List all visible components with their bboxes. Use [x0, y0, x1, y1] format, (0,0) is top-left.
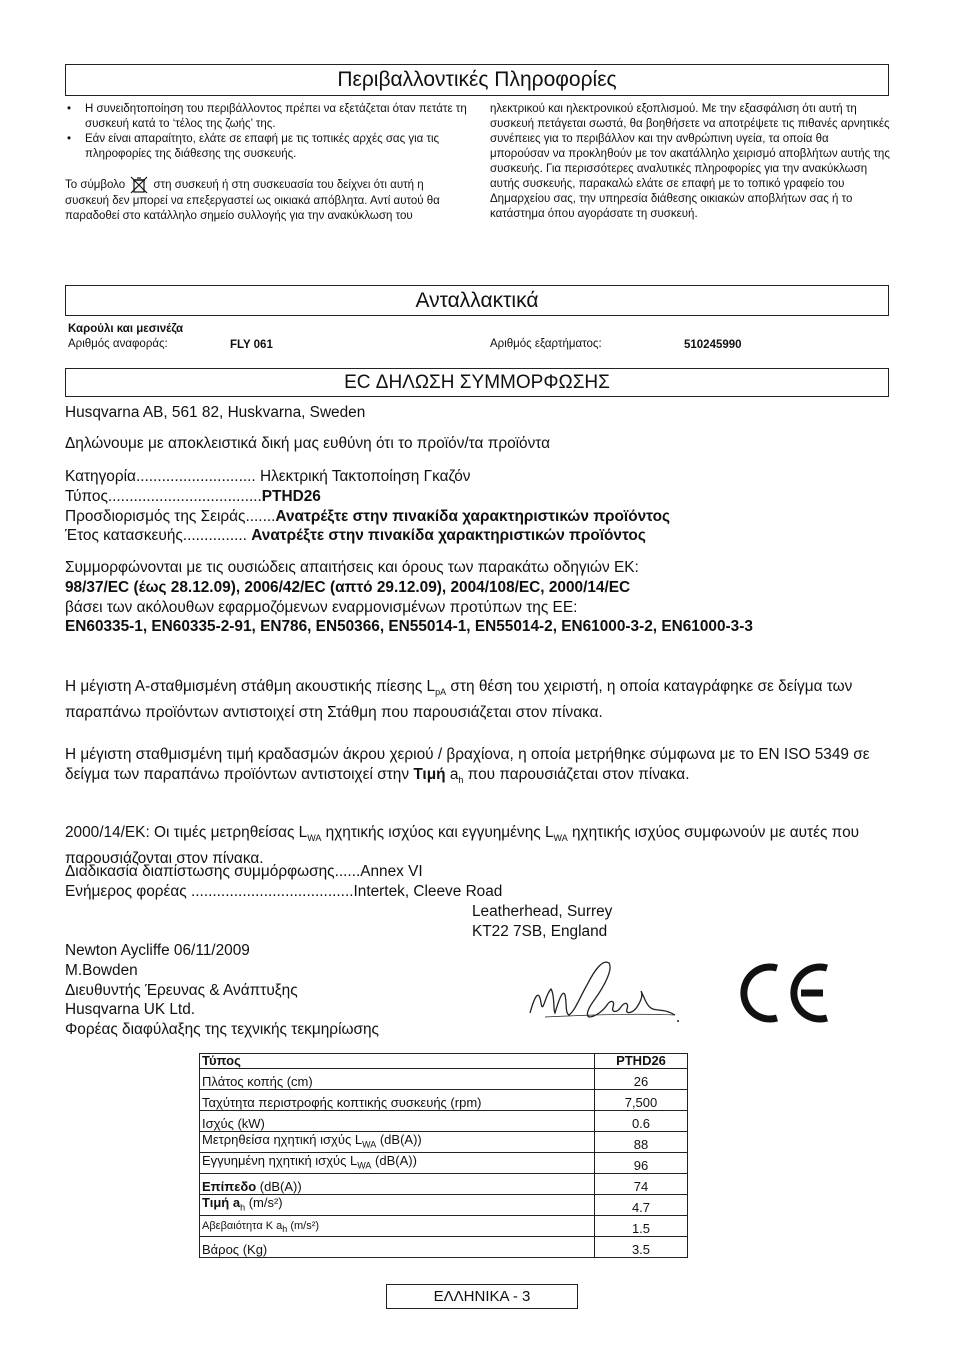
row-label-power: Ισχύς (kW)	[200, 1111, 595, 1132]
decl-address: Husqvarna AB, 561 82, Huskvarna, Sweden	[65, 404, 366, 421]
series-value: Ανατρέξτε στην πινακίδα χαρακτηριστικών προϊόντος	[275, 507, 671, 525]
table-row	[200, 1237, 688, 1258]
parts-ref-label: Αριθμός αναφοράς:	[68, 338, 168, 350]
decl-notified-body	[65, 882, 502, 902]
noise-post: στη θέση του χειριστή, η οποία καταγράφηκε σε δείγμα των παραπάνω προϊόντων αντιστοιχεί στη Στάθμη που παρουσιάζεται στον πίνακα.	[65, 678, 853, 721]
table-row	[200, 1111, 688, 1132]
row-label-cutting-width: Πλάτος κοπής (cm)	[200, 1069, 595, 1090]
power-pre: 2000/14/EK: Οι τιμές μετρηθείσας L	[65, 824, 308, 841]
decl-conformity	[65, 558, 895, 637]
env-left-column	[65, 102, 470, 224]
table-row	[200, 1174, 688, 1195]
body-label: Ενήμερος φορέας ......................................	[65, 883, 354, 900]
category-label: Κατηγορία............................	[65, 468, 256, 485]
power-mid: ηχητικής ισχύος και εγγυημένης L	[321, 824, 554, 841]
env-symbol-post: στη συσκευή ή στη συσκευασία του δείχνει ότι αυτή η συσκευή δεν μπορεί να επεξεργαστεί ως οικιακά απόβλητα. Αντί αυτού θα παραδοθεί στο κατάλληλο σημείο συλλογής για την ανακύκλωση του	[65, 179, 440, 222]
env-right-text: ηλεκτρικού και ηλεκτρονικού εξοπλισμού. Με την εξασφάλιση ότι αυτή τη συσκευή πετάγεται σωστά, θα βοηθήσετε να αποτρέψετε τις πιθανές αρνητικές συνέπειες για το περιβάλλον και την ανθρώπινη υγεία, τα οποία θα μπορούσαν να προκληθούν με τον ακατάλληλο χειρισμό αποβλήτων αυτής της συσκευής. Για περισσότερες αναλυτικές πληροφορίες για την ανακύκλωση αυτής συσκευής, παρακαλώ ελάτε σε επαφή με το τοπικό γραφείο του Δημαρχείου σας, την υπηρεσία διάθεσης οικιακών αποβλήτων σας ή το κατάστημα όπου αγοράσατε τη συσκευή.	[490, 103, 890, 220]
type-value: PTHD26	[261, 487, 321, 505]
row-value: 3.5	[595, 1237, 688, 1258]
body-line3: KT22 7SB, England	[472, 923, 608, 940]
parts-part-label: Αριθμός εξαρτήματος:	[490, 338, 602, 350]
parts-item-name: Καρούλι και μεσινέζα	[68, 323, 184, 335]
decl-procedure: Διαδικασία διαπίστωσης συμμόρφωσης......Annex VI	[65, 863, 423, 880]
crossed-bin-icon	[128, 176, 150, 194]
power-sub1: WA	[307, 833, 322, 844]
row-label-measured-power: Μετρηθείσα ηχητική ισχύς $L_{WA}$ (dB(A))	[200, 1132, 595, 1153]
row-value: 74	[595, 1174, 688, 1195]
spec-table	[199, 1053, 688, 1258]
row-value: 0.6	[595, 1111, 688, 1132]
power-sub2: WA	[553, 833, 568, 844]
decl-signatory	[65, 941, 379, 1040]
signature-image	[525, 955, 685, 1030]
body-line2: Leatherhead, Surrey	[472, 903, 613, 920]
row-value: 7,500	[595, 1090, 688, 1111]
table-row	[200, 1069, 688, 1090]
decl-title: ΕC ΔΗΛΩΣΗ ΣΥΜΜΟΡΦΩΣΗΣ	[65, 368, 889, 397]
row-label-vibration: Τιμή $a_h$ (m/s²)	[200, 1195, 595, 1216]
standards: EN60335-1, EN60335-2-91, EN786, EN50366, EN55014-1, EN55014-2, EN61000-3-2, EN61000-3-3	[65, 618, 753, 636]
row-label-uncertainty: Αβεβαιότητα K $a_h$ (m/s²)	[200, 1216, 595, 1237]
decl-product-info	[65, 467, 895, 546]
year-value: Ανατρέξτε στην πινακίδα χαρακτηριστικών προϊόντος	[251, 527, 646, 545]
sign-line-place-date: Newton Aycliffe 06/11/2009	[65, 942, 250, 959]
decl-type-row	[65, 487, 895, 507]
type-label: Τύπος....................................	[65, 487, 262, 505]
power-post: ηχητικής ισχύος συμφωνούν με αυτές που παρουσιάζονται στον πίνακα.	[65, 824, 860, 867]
env-symbol-pre: Το σύμβολο	[65, 179, 126, 192]
row-label-guaranteed-power: Εγγυημένη ηχητική ισχύς $L_{WA}$ (dB(A))	[200, 1153, 595, 1174]
row-label-level: Επίπεδο (dB(A))	[200, 1174, 595, 1195]
env-bullet-2: • Εάν είναι απαραίτητο, ελάτε σε επαφή με τις τοπικές αρχές σας για τις πληροφορίες της διάθεσης της συσκευής.	[65, 132, 470, 162]
vib-post: που παρουσιάζεται στον πίνακα.	[463, 765, 690, 783]
parts-part-value: 510245990	[684, 339, 742, 351]
env-title: Περιβαλλοντικές Πληροφορίες	[65, 64, 889, 96]
year-label: Έτος κατασκευής...............	[65, 527, 247, 545]
row-label-weight: Βάρος (Kg)	[200, 1237, 595, 1258]
vib-a: a	[449, 765, 459, 783]
category-value: Ηλεκτρική Τακτοποίηση Γκαζόν	[259, 468, 471, 485]
sign-line-company: Husqvarna UK Ltd.	[65, 1001, 196, 1019]
table-header-label: Τύπος	[200, 1054, 595, 1069]
directives: 98/37/EC (έως 28.12.09), 2006/42/EC (απτό 29.12.09), 2004/108/EC, 2000/14/EC	[65, 578, 631, 596]
row-value: 1.5	[595, 1216, 688, 1237]
table-row	[200, 1153, 688, 1174]
body-line1: Intertek, Cleeve Road	[353, 883, 503, 900]
decl-year-row	[65, 526, 895, 546]
table-row	[200, 1216, 688, 1237]
row-value: 88	[595, 1132, 688, 1153]
decl-statement: Δηλώνουμε με αποκλειστικά δική μας ευθύνη ότι το προϊόν/τα προϊόντα	[65, 435, 551, 452]
table-row	[200, 1195, 688, 1216]
decl-vibration-paragraph	[65, 745, 885, 791]
noise-pre: Η μέγιστη Α-σταθμισμένη στάθμη ακουστικής πίεσης L	[65, 678, 436, 695]
ce-mark-icon	[735, 960, 835, 1026]
vib-bold: Τιμή	[413, 765, 446, 783]
vib-h: h	[458, 774, 464, 785]
row-value: 4.7	[595, 1195, 688, 1216]
standards-text: βάσει των ακόλουθων εφαρμοζόμενων εναρμονισμένων προτύπων της ΕΕ:	[65, 598, 578, 616]
env-bullet-1: • Η συνειδητοποίηση του περιβάλλοντος πρέπει να εξετάζεται όταν πετάτε τη συσκευή κατά το ‘τέλος της ζωής’ της.	[65, 102, 470, 132]
conform-text: Συμμορφώνονται με τις ουσιώδεις απαιτήσεις και όρους των παρακάτω οδηγιών ΕΚ:	[65, 559, 639, 576]
page-footer: ΕΛΛΗΝΙΚΑ - 3	[386, 1284, 578, 1309]
row-value: 26	[595, 1069, 688, 1090]
vib-pre: Η μέγιστη σταθμισμένη τιμή κραδασμών άκρου χεριού / βραχίονα, η οποία μετρήθηκε σύμφωνα με το EN ISO 5349 σε δείγμα των παραπάνω προϊόντων αντιστοιχεί στην	[65, 746, 870, 783]
row-value: 96	[595, 1153, 688, 1174]
sign-line-role: Φορέας διαφύλαξης της τεχνικής τεκμηρίωσης	[65, 1021, 379, 1039]
env-symbol-paragraph	[65, 176, 470, 224]
table-header-value: PTHD26	[595, 1054, 688, 1069]
table-header-row	[200, 1054, 688, 1069]
sign-line-name: M.Bowden	[65, 961, 138, 979]
sign-line-title: Διευθυντής Έρευνας & Ανάπτυξης	[65, 981, 298, 999]
table-row	[200, 1090, 688, 1111]
noise-sub: pA	[435, 687, 447, 698]
decl-noise-paragraph	[65, 677, 885, 723]
row-label-speed: Ταχύτητα περιστροφής κοπτικής συσκευής (rpm)	[200, 1090, 595, 1111]
parts-title: Ανταλλακτικά	[65, 285, 889, 316]
series-label: Προσδιορισμός της Σειράς.......	[65, 507, 276, 525]
decl-category-row	[65, 467, 895, 487]
table-row	[200, 1132, 688, 1153]
parts-ref-value: FLY 061	[230, 339, 273, 351]
decl-series-row	[65, 507, 895, 527]
